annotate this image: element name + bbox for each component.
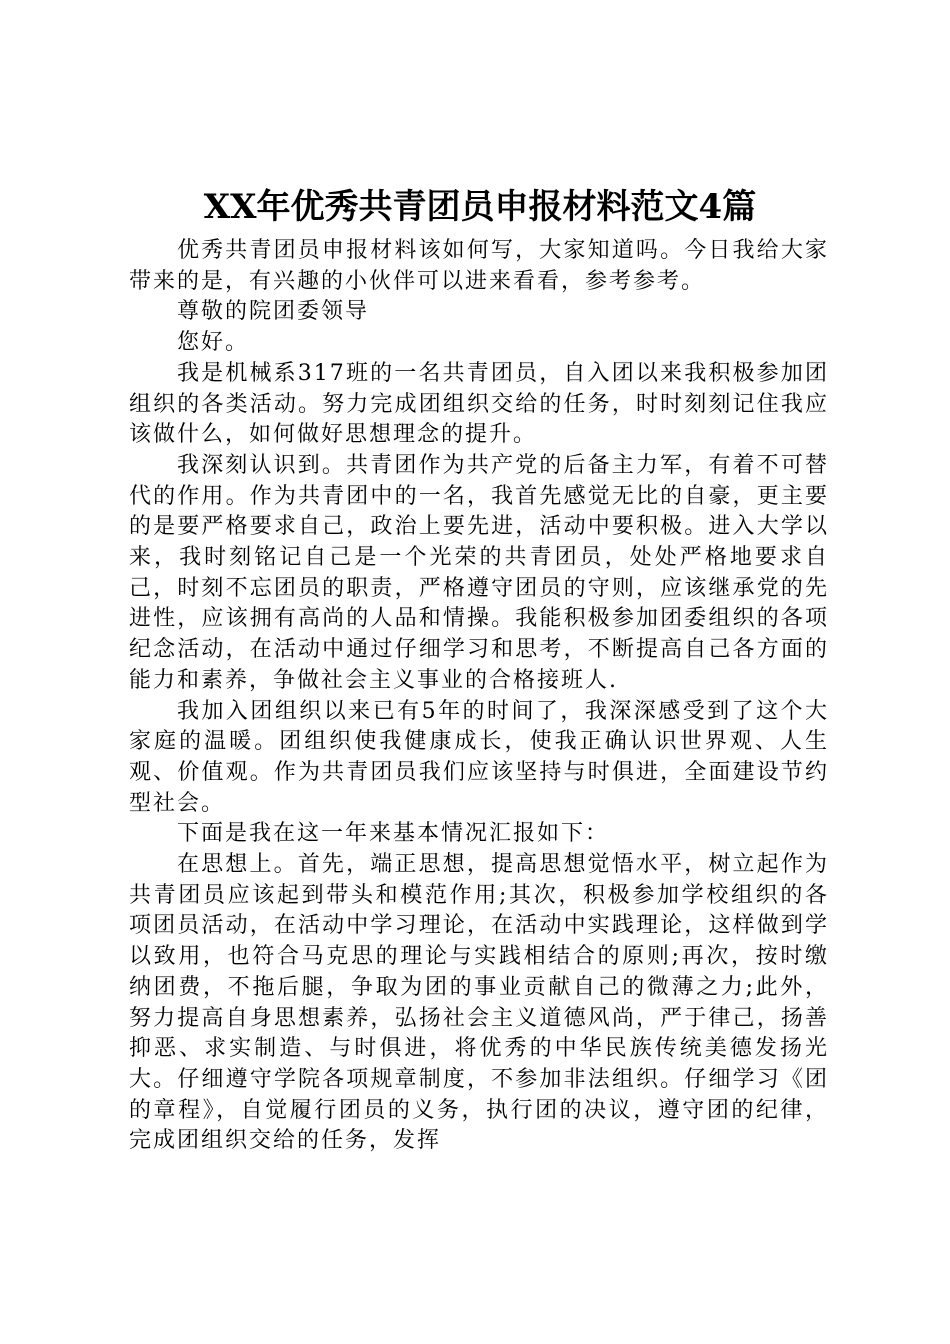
paragraph-intro: 优秀共青团员申报材料该如何写，大家知道吗。今日我给大家带来的是，有兴趣的小伙伴可以进来看看，参考参考。	[129, 238, 829, 294]
paragraph-self-introduction: 我是机械系317班的一名共青团员，自入团以来我积极参加团组织的各类活动。努力完成团组织交给的任务，时时刻刻记住我应该做什么，如何做好思想理念的提升。	[129, 360, 829, 448]
paragraph-report-intro: 下面是我在这一年来基本情况汇报如下：	[177, 821, 610, 847]
paragraph-ideology: 在思想上。首先，端正思想，提高思想觉悟水平，树立起作为共青团员应该起到带头和模范作用;其次，积极参加学校组织的各项团员活动，在活动中学习理论，在活动中实践理论，这样做到学以致用，也符合马克思的理论与实践相结合的原则;再次，按时缴纳团费，不拖后腿，争取为团的事业贡献自己的微薄之力;此外，努力提高自身思想素养，弘扬社会主义道德风尚，严于律己，扬善抑恶、求实制造、与时俱进，将优秀的中华民族传统美德发扬光大。仔细遵守学院各项规章制度，不参加非法组织。仔细学习《团的章程》，自觉履行团员的义务，执行团的决议，遵守团的纪律，完成团组织交给的任务，发挥	[129, 852, 829, 1154]
paragraph-membership: 我加入团组织以来已有5年的时间了，我深深感受到了这个大家庭的温暖。团组织使我健康成长，使我正确认识世界观、人生观、价值观。作为共青团员我们应该坚持与时俱进，全面建设节约型社会。	[129, 698, 829, 816]
paragraph-salutation: 尊敬的院团委领导	[177, 299, 370, 325]
document-body	[129, 236, 829, 1157]
document-title: XX年优秀共青团员申报材料范文4篇	[203, 187, 757, 227]
paragraph-understanding: 我深刻认识到。共青团作为共产党的后备主力军，有着不可替代的作用。作为共青团中的一名，我首先感觉无比的自豪，更主要的是要严格要求自己，政治上要先进，活动中要积极。进入大学以来，我时刻铭记自己是一个光荣的共青团员，处处严格地要求自己，时刻不忘团员的职责，严格遵守团员的守则，应该继承党的先进性，应该拥有高尚的人品和情操。我能积极参加团委组织的各项纪念活动，在活动中通过仔细学习和思考，不断提高自己各方面的能力和素养，争做社会主义事业的合格接班人.	[129, 452, 829, 693]
paragraph-greeting: 您好。	[177, 330, 250, 356]
